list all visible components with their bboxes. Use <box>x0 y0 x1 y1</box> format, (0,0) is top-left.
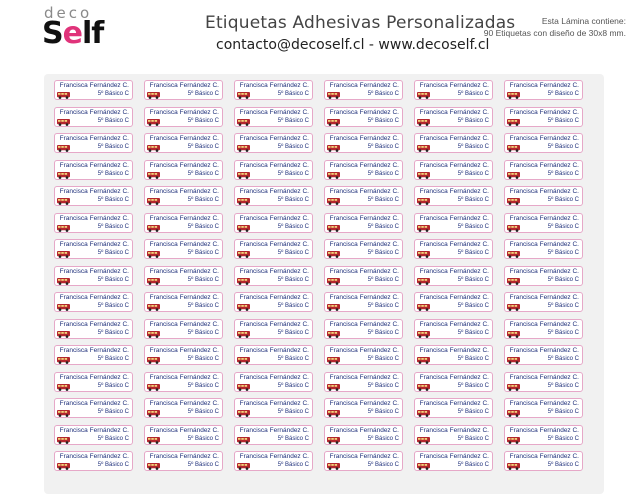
name-label <box>234 160 313 180</box>
name-label <box>234 186 313 206</box>
label-student-name: Francisca Fernández C. <box>59 400 129 407</box>
name-label <box>414 239 493 259</box>
label-student-name: Francisca Fernández C. <box>329 453 399 460</box>
name-label <box>54 266 133 286</box>
label-student-name: Francisca Fernández C. <box>509 294 579 301</box>
label-class: 5º Básico C <box>277 303 309 309</box>
label-student-name: Francisca Fernández C. <box>419 214 489 222</box>
label-class: 5º Básico C <box>187 91 219 97</box>
name-label <box>144 319 223 339</box>
label-student-name: Francisca Fernández C. <box>149 82 219 89</box>
name-label <box>324 345 403 365</box>
label-class: 5º Básico C <box>367 170 399 177</box>
name-label <box>504 425 583 445</box>
label-student-name: Francisca Fernández C. <box>509 320 579 328</box>
label-class: 5º Básico C <box>367 91 399 97</box>
label-class: 5º Básico C <box>547 409 579 415</box>
label-student-name: Francisca Fernández C. <box>149 241 219 248</box>
name-label <box>144 107 223 127</box>
name-label <box>504 451 583 471</box>
name-label <box>504 266 583 286</box>
label-class: 5º Básico C <box>187 303 219 309</box>
name-label <box>54 319 133 339</box>
label-student-name: Francisca Fernández C. <box>509 426 579 434</box>
label-class: 5º Básico C <box>547 117 579 124</box>
name-label <box>54 451 133 471</box>
label-class: 5º Básico C <box>367 223 399 230</box>
label-student-name: Francisca Fernández C. <box>329 135 399 142</box>
name-label <box>234 398 313 418</box>
name-label <box>414 425 493 445</box>
label-class: 5º Básico C <box>187 250 219 256</box>
label-class: 5º Básico C <box>187 117 219 124</box>
label-class: 5º Básico C <box>277 382 309 389</box>
label-class: 5º Básico C <box>367 303 399 309</box>
label-student-name: Francisca Fernández C. <box>419 347 489 354</box>
label-student-name: Francisca Fernández C. <box>509 400 579 407</box>
label-class: 5º Básico C <box>547 197 579 203</box>
label-class: 5º Básico C <box>187 435 219 442</box>
name-label <box>504 160 583 180</box>
label-class: 5º Básico C <box>187 356 219 362</box>
label-class: 5º Básico C <box>457 144 489 150</box>
name-label <box>234 451 313 471</box>
label-class: 5º Básico C <box>97 462 129 468</box>
name-label <box>54 80 133 100</box>
label-class: 5º Básico C <box>547 91 579 97</box>
label-class: 5º Básico C <box>367 329 399 336</box>
label-student-name: Francisca Fernández C. <box>419 294 489 301</box>
name-label <box>324 266 403 286</box>
label-class: 5º Básico C <box>457 223 489 230</box>
label-student-name: Francisca Fernández C. <box>329 82 399 89</box>
name-label <box>324 186 403 206</box>
label-student-name: Francisca Fernández C. <box>239 108 309 116</box>
label-student-name: Francisca Fernández C. <box>239 453 309 460</box>
label-class: 5º Básico C <box>547 144 579 150</box>
label-class: 5º Básico C <box>547 223 579 230</box>
label-class: 5º Básico C <box>187 223 219 230</box>
label-student-name: Francisca Fernández C. <box>239 320 309 328</box>
label-class: 5º Básico C <box>457 91 489 97</box>
name-label <box>144 160 223 180</box>
label-class: 5º Básico C <box>187 170 219 177</box>
name-label <box>324 80 403 100</box>
label-class: 5º Básico C <box>547 462 579 468</box>
name-label <box>504 186 583 206</box>
name-label <box>324 425 403 445</box>
label-student-name: Francisca Fernández C. <box>419 161 489 169</box>
label-student-name: Francisca Fernández C. <box>239 214 309 222</box>
label-student-name: Francisca Fernández C. <box>149 320 219 328</box>
label-class: 5º Básico C <box>187 409 219 415</box>
label-class: 5º Básico C <box>187 382 219 389</box>
name-label <box>414 266 493 286</box>
label-class: 5º Básico C <box>367 276 399 283</box>
name-label <box>234 133 313 153</box>
name-label <box>414 160 493 180</box>
label-class: 5º Básico C <box>547 435 579 442</box>
label-student-name: Francisca Fernández C. <box>149 426 219 434</box>
label-student-name: Francisca Fernández C. <box>509 108 579 116</box>
name-label <box>144 213 223 233</box>
name-label <box>504 107 583 127</box>
label-class: 5º Básico C <box>187 144 219 150</box>
label-student-name: Francisca Fernández C. <box>59 426 129 434</box>
label-student-name: Francisca Fernández C. <box>509 161 579 169</box>
label-class: 5º Básico C <box>97 409 129 415</box>
label-class: 5º Básico C <box>97 197 129 203</box>
label-class: 5º Básico C <box>457 462 489 468</box>
label-student-name: Francisca Fernández C. <box>59 188 129 195</box>
label-class: 5º Básico C <box>277 462 309 468</box>
label-class: 5º Básico C <box>97 117 129 124</box>
label-student-name: Francisca Fernández C. <box>59 267 129 275</box>
label-student-name: Francisca Fernández C. <box>239 373 309 381</box>
decoself-logo <box>42 4 102 58</box>
label-student-name: Francisca Fernández C. <box>329 108 399 116</box>
label-student-name: Francisca Fernández C. <box>509 453 579 460</box>
name-label <box>504 292 583 312</box>
label-class: 5º Básico C <box>187 462 219 468</box>
label-student-name: Francisca Fernández C. <box>239 241 309 248</box>
label-student-name: Francisca Fernández C. <box>419 426 489 434</box>
label-student-name: Francisca Fernández C. <box>59 373 129 381</box>
label-student-name: Francisca Fernández C. <box>149 294 219 301</box>
label-class: 5º Básico C <box>277 197 309 203</box>
label-class: 5º Básico C <box>367 382 399 389</box>
label-student-name: Francisca Fernández C. <box>329 347 399 354</box>
label-student-name: Francisca Fernández C. <box>419 453 489 460</box>
label-student-name: Francisca Fernández C. <box>329 267 399 275</box>
label-class: 5º Básico C <box>97 329 129 336</box>
label-class: 5º Básico C <box>97 250 129 256</box>
label-student-name: Francisca Fernández C. <box>149 267 219 275</box>
label-class: 5º Básico C <box>367 435 399 442</box>
name-label <box>324 160 403 180</box>
label-class: 5º Básico C <box>457 250 489 256</box>
name-label <box>144 451 223 471</box>
name-label <box>414 133 493 153</box>
label-class: 5º Básico C <box>277 91 309 97</box>
name-label <box>504 213 583 233</box>
name-label <box>504 319 583 339</box>
label-student-name: Francisca Fernández C. <box>509 241 579 248</box>
name-label <box>234 107 313 127</box>
name-label <box>504 398 583 418</box>
name-label <box>414 451 493 471</box>
label-class: 5º Básico C <box>97 91 129 97</box>
label-student-name: Francisca Fernández C. <box>419 188 489 195</box>
name-label <box>144 266 223 286</box>
name-label <box>54 213 133 233</box>
label-student-name: Francisca Fernández C. <box>419 400 489 407</box>
label-student-name: Francisca Fernández C. <box>419 320 489 328</box>
label-class: 5º Básico C <box>277 170 309 177</box>
label-class: 5º Básico C <box>547 170 579 177</box>
label-student-name: Francisca Fernández C. <box>239 135 309 142</box>
label-class: 5º Básico C <box>547 382 579 389</box>
label-student-name: Francisca Fernández C. <box>149 214 219 222</box>
label-student-name: Francisca Fernández C. <box>59 161 129 169</box>
name-label <box>144 292 223 312</box>
name-label <box>234 239 313 259</box>
label-student-name: Francisca Fernández C. <box>59 294 129 301</box>
name-label <box>54 186 133 206</box>
name-label <box>54 292 133 312</box>
name-label <box>504 372 583 392</box>
label-class: 5º Básico C <box>547 329 579 336</box>
label-student-name: Francisca Fernández C. <box>59 82 129 89</box>
label-student-name: Francisca Fernández C. <box>329 426 399 434</box>
label-class: 5º Básico C <box>277 276 309 283</box>
contact-line: contacto@decoself.cl - www.decoself.cl <box>216 37 490 53</box>
label-class: 5º Básico C <box>97 382 129 389</box>
name-label <box>324 319 403 339</box>
label-student-name: Francisca Fernández C. <box>149 373 219 381</box>
label-class: 5º Básico C <box>457 276 489 283</box>
name-label <box>324 451 403 471</box>
label-student-name: Francisca Fernández C. <box>239 188 309 195</box>
label-student-name: Francisca Fernández C. <box>149 400 219 407</box>
sheet-header <box>0 0 640 74</box>
label-student-name: Francisca Fernández C. <box>419 135 489 142</box>
name-label <box>324 372 403 392</box>
name-label <box>144 239 223 259</box>
label-student-name: Francisca Fernández C. <box>329 294 399 301</box>
label-class: 5º Básico C <box>187 329 219 336</box>
label-class: 5º Básico C <box>457 117 489 124</box>
label-student-name: Francisca Fernández C. <box>419 267 489 275</box>
label-student-name: Francisca Fernández C. <box>419 108 489 116</box>
name-label <box>234 319 313 339</box>
name-label <box>54 425 133 445</box>
name-label <box>234 213 313 233</box>
label-class: 5º Básico C <box>277 409 309 415</box>
name-label <box>54 107 133 127</box>
sheet-info-line-1: Esta Lámina contiene: <box>541 16 626 26</box>
name-label <box>324 398 403 418</box>
name-label <box>234 425 313 445</box>
label-class: 5º Básico C <box>277 329 309 336</box>
name-label <box>54 160 133 180</box>
name-label <box>414 319 493 339</box>
label-class: 5º Básico C <box>277 144 309 150</box>
name-label <box>414 398 493 418</box>
name-label <box>144 345 223 365</box>
label-class: 5º Básico C <box>187 197 219 203</box>
logo-deco-text: deco <box>44 4 93 22</box>
sheet-info-line-2: 90 Etiquetas con diseño de 30x8 mm. <box>483 28 626 38</box>
label-class: 5º Básico C <box>367 462 399 468</box>
label-student-name: Francisca Fernández C. <box>149 161 219 169</box>
label-student-name: Francisca Fernández C. <box>239 267 309 275</box>
label-class: 5º Básico C <box>457 170 489 177</box>
label-class: 5º Básico C <box>277 250 309 256</box>
label-student-name: Francisca Fernández C. <box>149 108 219 116</box>
name-label <box>54 372 133 392</box>
label-class: 5º Básico C <box>457 197 489 203</box>
label-student-name: Francisca Fernández C. <box>329 161 399 169</box>
label-student-name: Francisca Fernández C. <box>59 320 129 328</box>
label-class: 5º Básico C <box>367 144 399 150</box>
name-label <box>144 133 223 153</box>
label-student-name: Francisca Fernández C. <box>329 400 399 407</box>
label-class: 5º Básico C <box>547 276 579 283</box>
label-student-name: Francisca Fernández C. <box>59 453 129 460</box>
label-student-name: Francisca Fernández C. <box>329 241 399 248</box>
name-label <box>144 372 223 392</box>
label-student-name: Francisca Fernández C. <box>509 82 579 89</box>
name-label <box>234 345 313 365</box>
label-class: 5º Básico C <box>367 409 399 415</box>
name-label <box>54 239 133 259</box>
label-class: 5º Básico C <box>547 356 579 362</box>
name-label <box>54 398 133 418</box>
page-title: Etiquetas Adhesivas Personalizadas <box>205 13 516 33</box>
label-student-name: Francisca Fernández C. <box>59 214 129 222</box>
label-student-name: Francisca Fernández C. <box>149 135 219 142</box>
label-student-name: Francisca Fernández C. <box>239 82 309 89</box>
label-student-name: Francisca Fernández C. <box>329 373 399 381</box>
label-class: 5º Básico C <box>277 117 309 124</box>
sheet-info <box>484 15 626 39</box>
label-student-name: Francisca Fernández C. <box>509 373 579 381</box>
logo-self-text: Self <box>42 16 104 51</box>
label-class: 5º Básico C <box>187 276 219 283</box>
label-class: 5º Básico C <box>277 223 309 230</box>
label-student-name: Francisca Fernández C. <box>329 320 399 328</box>
label-student-name: Francisca Fernández C. <box>419 241 489 248</box>
name-label <box>54 133 133 153</box>
label-class: 5º Básico C <box>97 170 129 177</box>
label-class: 5º Básico C <box>97 276 129 283</box>
label-student-name: Francisca Fernández C. <box>149 453 219 460</box>
name-label <box>504 239 583 259</box>
name-label <box>504 345 583 365</box>
label-class: 5º Básico C <box>97 144 129 150</box>
name-label <box>144 186 223 206</box>
label-class: 5º Básico C <box>457 356 489 362</box>
name-label <box>414 292 493 312</box>
name-label <box>414 80 493 100</box>
name-label <box>144 425 223 445</box>
label-student-name: Francisca Fernández C. <box>419 373 489 381</box>
name-label <box>54 345 133 365</box>
name-label <box>324 239 403 259</box>
name-label <box>234 372 313 392</box>
label-student-name: Francisca Fernández C. <box>59 241 129 248</box>
label-class: 5º Básico C <box>457 409 489 415</box>
label-student-name: Francisca Fernández C. <box>419 82 489 89</box>
label-student-name: Francisca Fernández C. <box>329 188 399 195</box>
name-label <box>324 107 403 127</box>
label-class: 5º Básico C <box>367 356 399 362</box>
name-label <box>324 133 403 153</box>
label-grid <box>54 80 594 471</box>
label-class: 5º Básico C <box>97 435 129 442</box>
label-student-name: Francisca Fernández C. <box>239 294 309 301</box>
name-label <box>414 345 493 365</box>
label-class: 5º Básico C <box>547 303 579 309</box>
label-student-name: Francisca Fernández C. <box>59 135 129 142</box>
label-student-name: Francisca Fernández C. <box>239 426 309 434</box>
label-class: 5º Básico C <box>97 356 129 362</box>
name-label <box>414 213 493 233</box>
label-student-name: Francisca Fernández C. <box>149 188 219 195</box>
name-label <box>144 398 223 418</box>
label-class: 5º Básico C <box>367 117 399 124</box>
label-student-name: Francisca Fernández C. <box>59 347 129 354</box>
label-student-name: Francisca Fernández C. <box>509 188 579 195</box>
label-student-name: Francisca Fernández C. <box>329 214 399 222</box>
label-class: 5º Básico C <box>457 382 489 389</box>
label-class: 5º Básico C <box>547 250 579 256</box>
name-label <box>234 80 313 100</box>
label-class: 5º Básico C <box>457 329 489 336</box>
name-label <box>504 80 583 100</box>
label-student-name: Francisca Fernández C. <box>509 214 579 222</box>
label-class: 5º Básico C <box>97 223 129 230</box>
name-label <box>414 372 493 392</box>
name-label <box>234 292 313 312</box>
name-label <box>414 186 493 206</box>
name-label <box>234 266 313 286</box>
label-student-name: Francisca Fernández C. <box>509 347 579 354</box>
label-student-name: Francisca Fernández C. <box>59 108 129 116</box>
label-class: 5º Básico C <box>457 303 489 309</box>
label-class: 5º Básico C <box>457 435 489 442</box>
label-student-name: Francisca Fernández C. <box>149 347 219 354</box>
label-student-name: Francisca Fernández C. <box>239 161 309 169</box>
label-class: 5º Básico C <box>367 250 399 256</box>
label-student-name: Francisca Fernández C. <box>239 347 309 354</box>
label-student-name: Francisca Fernández C. <box>239 400 309 407</box>
label-student-name: Francisca Fernández C. <box>509 267 579 275</box>
name-label <box>144 80 223 100</box>
label-class: 5º Básico C <box>367 197 399 203</box>
name-label <box>324 213 403 233</box>
label-class: 5º Básico C <box>97 303 129 309</box>
label-student-name: Francisca Fernández C. <box>509 135 579 142</box>
label-class: 5º Básico C <box>277 356 309 362</box>
name-label <box>324 292 403 312</box>
name-label <box>504 133 583 153</box>
label-class: 5º Básico C <box>277 435 309 442</box>
name-label <box>414 107 493 127</box>
